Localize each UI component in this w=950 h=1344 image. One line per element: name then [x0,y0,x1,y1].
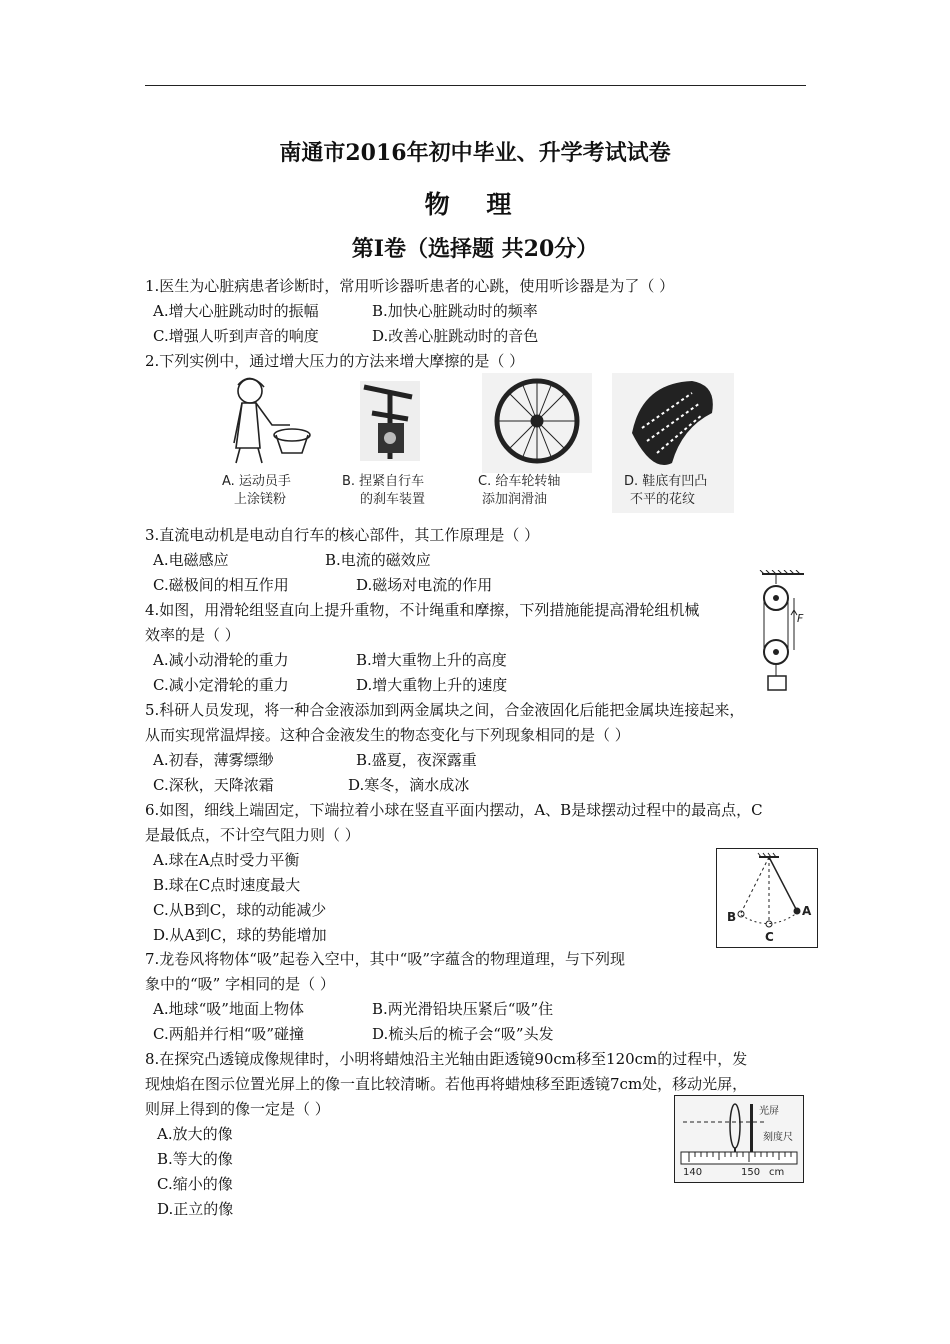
pendulum-point-a: A [802,904,812,918]
athlete-illustration [234,378,310,463]
q3-option-c: C.磁极间的相互作用 [153,576,289,594]
q4-option-a: A.减小动滑轮的重力 [153,651,289,669]
q5-option-d: D.寒冬，滴水成冰 [348,776,470,794]
q2-fig-label-b1: B. 捏紧自行车 [342,474,425,489]
q2-fig-label-d1: D. 鞋底有凹凸 [624,474,708,489]
section-title: 第Ⅰ卷（选择题 共20分） [351,236,599,262]
q8-stem-line1: 8.在探究凸透镜成像规律时，小明将蜡烛沿主光轴由距透镜90cm移至120cm的过程中，发 [145,1050,748,1068]
top-rule [145,85,806,86]
q2-figure [212,373,734,513]
q7-option-d: D.梳头后的梳子会“吸”头发 [372,1025,554,1043]
q8-option-b: B.等大的像 [157,1150,233,1168]
q1-option-b: B.加快心脏跳动时的频率 [372,302,538,320]
q2-fig-label-c2: 添加润滑油 [482,492,548,507]
lens-fig-ruler-label: 刻度尺 [763,1132,793,1143]
q3-stem: 3.直流电动机是电动自行车的核心部件，其工作原理是（ ） [145,526,540,544]
q6-option-b: B.球在C点时速度最大 [153,876,301,894]
q8-stem-line3: 则屏上得到的像一定是（ ） [145,1100,330,1118]
exam-title: 南通市2016年初中毕业、升学考试试卷 [279,140,671,166]
q7-option-b: B.两光滑铅块压紧后“吸”住 [372,1000,554,1018]
q5-option-a: A.初春，薄雾缥缈 [153,751,274,769]
q7-option-a: A.地球“吸”地面上物体 [153,1000,304,1018]
subject-title: 物 理 [424,190,526,219]
q6-option-a: A.球在A点时受力平衡 [153,851,300,869]
pendulum-point-b: B [727,910,737,924]
q2-fig-label-b2: 的刹车装置 [360,492,426,507]
pendulum-point-c: C [765,930,774,944]
q2-fig-label-a2: 上涂镁粉 [234,492,287,507]
q5-option-c: C.深秋，天降浓霜 [153,776,274,794]
q4-option-c: C.减小定滑轮的重力 [153,676,289,694]
q2-fig-label-c1: C. 给车轮转轴 [478,474,561,489]
q5-option-b: B.盛夏，夜深露重 [356,751,477,769]
q7-stem-line1: 7.龙卷风将物体“吸”起卷入空中，其中“吸”字蕴含的物理道理，与下列现 [145,950,625,968]
q1-stem: 1.医生为心脏病患者诊断时，常用听诊器听患者的心跳，使用听诊器是为了（ ） [145,277,675,295]
q5-stem-line2: 从而实现常温焊接。这种合金液发生的物态变化与下列现象相同的是（ ） [145,726,630,744]
q8-stem-line2: 现烛焰在图示位置光屏上的像一直比较清晰。若他再将蜡烛移至距透镜7cm处，移动光屏， [145,1075,748,1093]
q7-option-c: C.两船并行相“吸”碰撞 [153,1025,305,1043]
q8-option-c: C.缩小的像 [157,1175,233,1193]
q2-stem: 2.下列实例中，通过增大压力的方法来增大摩擦的是（ ） [145,352,525,370]
q4-option-b: B.增大重物上升的高度 [356,651,507,669]
q8-option-a: A.放大的像 [157,1125,233,1143]
q3-option-d: D.磁场对电流的作用 [356,576,493,594]
bike-brake-illustration [360,381,420,461]
wheel-axle-illustration [482,373,592,473]
q3-option-b: B.电流的磁效应 [325,551,431,569]
q1-option-c: C.增强人听到声音的响度 [153,327,319,345]
lens-fig-screen-label: 光屏 [759,1106,779,1117]
q4-option-d: D.增大重物上升的速度 [356,676,508,694]
q6-option-c: C.从B到C，球的动能减少 [153,901,327,919]
ruler-unit: cm [769,1167,785,1178]
pulley-figure [758,570,808,694]
ruler-tick-140: 140 [683,1167,703,1178]
q3-option-a: A.电磁感应 [153,551,229,569]
q4-stem-line2: 效率的是（ ） [145,626,240,644]
q1-option-a: A.增大心脏跳动时的振幅 [153,302,319,320]
q5-stem-line1: 5.科研人员发现，将一种合金液添加到两金属块之间，合金液固化后能把金属块连接起来， [145,701,745,719]
pendulum-figure [716,848,818,948]
q2-fig-label-d2: 不平的花纹 [630,492,696,507]
q8-option-d: D.正立的像 [157,1200,234,1218]
pulley-force-label: F [797,612,804,625]
q7-stem-line2: 象中的“吸” 字相同的是（ ） [145,975,335,993]
ruler-tick-150: 150 [741,1167,761,1178]
q6-stem-line2: 是最低点，不计空气阻力则（ ） [145,826,360,844]
q4-stem-line1: 4.如图，用滑轮组竖直向上提升重物，不计绳重和摩擦，下列措施能提高滑轮组机械 [145,601,700,619]
lens-figure [674,1095,804,1183]
q1-option-d: D.改善心脏跳动时的音色 [372,327,539,345]
q6-option-d: D.从A到C，球的势能增加 [153,926,327,944]
q6-stem-line1: 6.如图，细线上端固定，下端拉着小球在竖直平面内摆动，A、B是球摆动过程中的最高点，C [145,801,763,819]
q2-fig-label-a1: A. 运动员手 [222,474,291,489]
